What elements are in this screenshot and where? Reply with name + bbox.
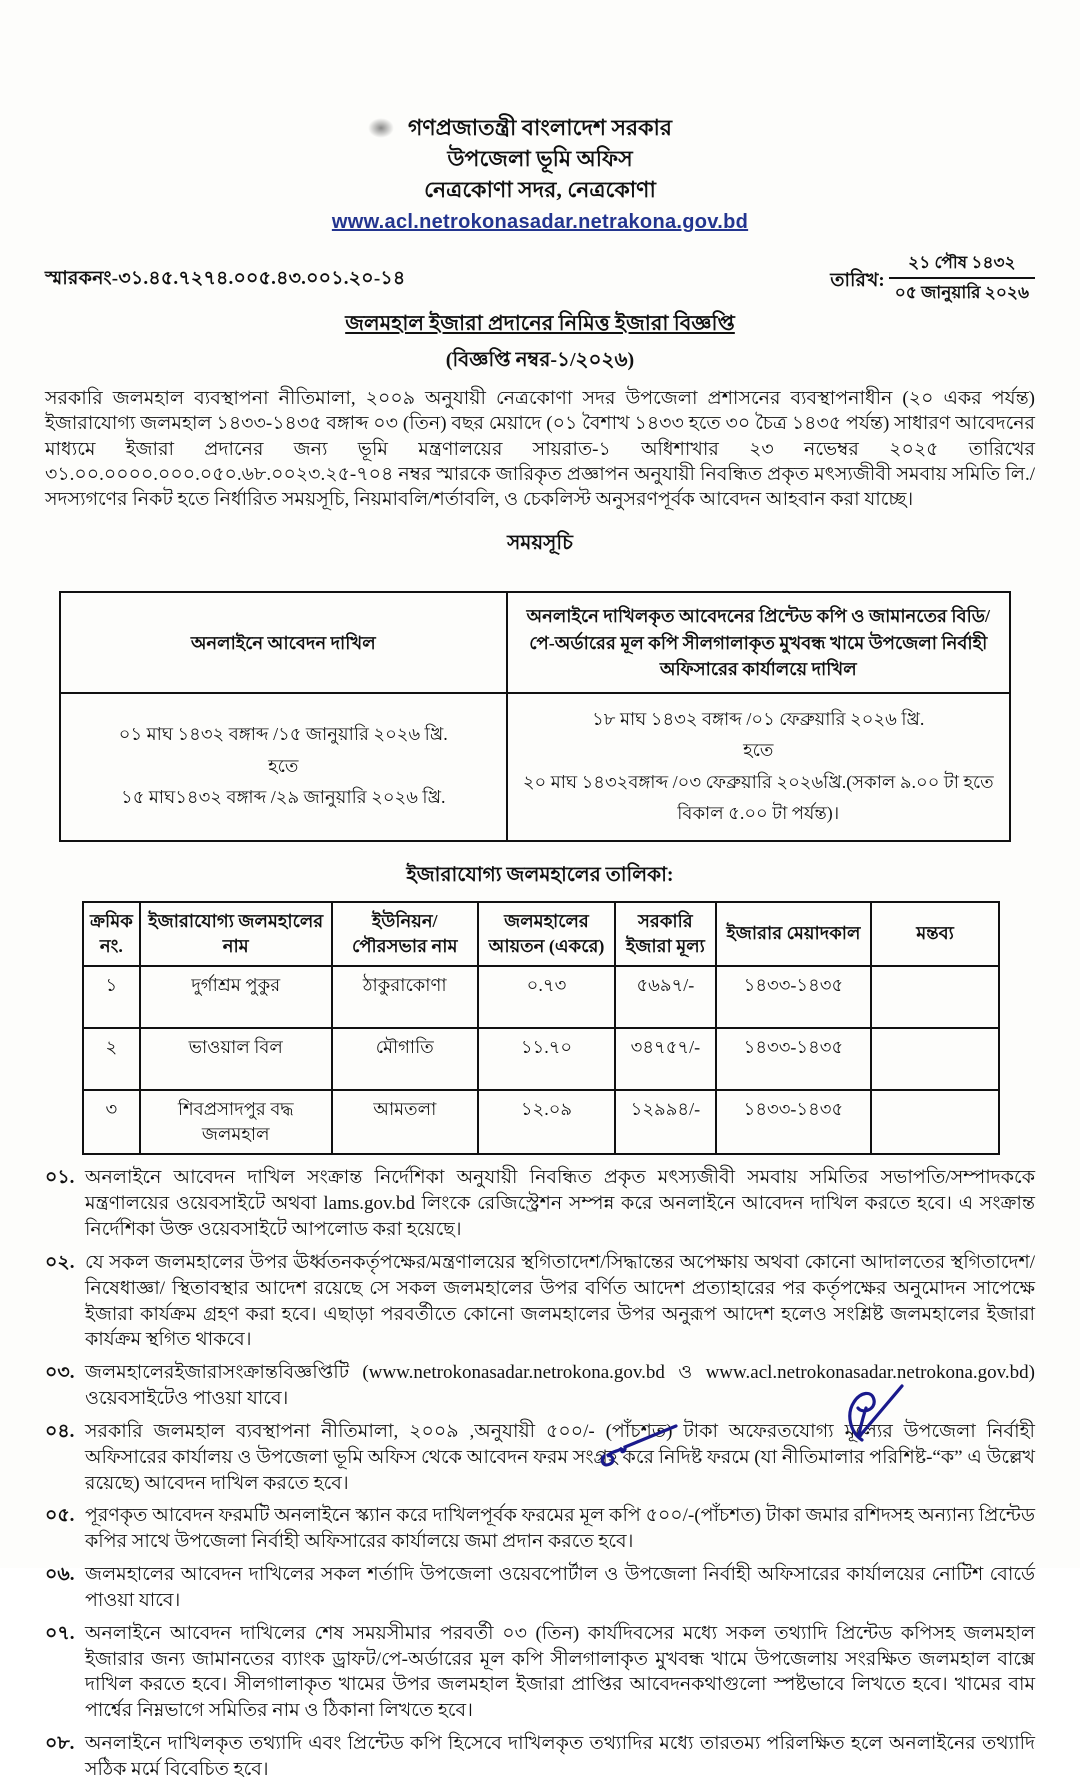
office-website-link[interactable]: www.acl.netrokonasadar.netrakona.gov.bd (331, 210, 749, 233)
online-date-end: ১৫ মাঘ১৪৩২ বঙ্গাব্দ /২৯ জানুয়ারি ২০২৬ খ্রি. (121, 787, 446, 808)
date-label: তারিখ: (830, 269, 885, 291)
date-fraction (889, 250, 1035, 305)
table-row (83, 1090, 999, 1154)
office-name: উপজেলা ভূমি অফিস (447, 146, 633, 172)
list-item (45, 1250, 1035, 1353)
jalmahal-list-heading: ইজারাযোগ্য জলমহালের তালিকা: (406, 863, 674, 886)
cell-serial: ১ (83, 966, 140, 1028)
cell-remarks (871, 966, 999, 1028)
cell-name: দুর্গাশ্রম পুকুর (140, 966, 332, 1028)
cell-name: ভাওয়াল বিল (140, 1028, 332, 1090)
office-location: নেত্রকোণা সদর, নেত্রকোণা (424, 177, 656, 203)
notice-title: জলমহাল ইজারা প্রদানের নিমিত্ত ইজারা বিজ্ঞপ্তি (345, 311, 735, 336)
date-bangla: ২১ পৌষ ১৪৩২ (889, 250, 1035, 279)
item-number: ০৭. (45, 1622, 75, 1644)
item-text: পূরণকৃত আবেদন ফরমটি অনলাইনে স্ক্যান করে দাখিলপূর্বক ফরমের মূল কপি ৫০০/-(পাঁচশত) টাকা জমার রশিদসহ অন্যান্য প্রিন্টেড কপির সাথে উপজেলা নির্বাহী অফিসারের কার্যালয়ে জমা প্রদান করতে হবে। (85, 1505, 1035, 1553)
memo-date-row (45, 250, 1035, 305)
cell-area: ১১.৭০ (478, 1028, 615, 1090)
government-name: গণপ্রজাতন্ত্রী বাংলাদেশ সরকার (407, 115, 673, 140)
ink-signature-left (598, 1412, 688, 1472)
schedule-col2-header: অনলাইনে দাখিলকৃত আবেদনের প্রিন্টেড কপি ও জামানতের বিডি/পে-অর্ডারের মূল কপি সীলগালাকৃত মুখবন্ধ খামে উপজেলা নির্বাহী অফিসারের কার্যালয়ে দাখিল (507, 592, 1011, 692)
col-remarks: মন্তব্য (871, 902, 999, 966)
document-header (45, 112, 1035, 236)
online-date-start: ০১ মাঘ ১৪৩২ বঙ্গাব্দ /১৫ জানুয়ারি ২০২৬ খ্রি. (118, 724, 448, 745)
conditions-list (45, 1165, 1035, 1782)
table-row (83, 1028, 999, 1090)
item-text: অনলাইনে দাখিলকৃত তথ্যাদি এবং প্রিন্টেড কপি হিসেবে দাখিলকৃত তথ্যাদির মধ্যে তারতম্য পরিলক্ষিত হলে অনলাইনের তথ্যাদি সঠিক মর্মে বিবেচিত হবে। (85, 1733, 1035, 1780)
notice-number: (বিজ্ঞপ্তি নম্বর-১/২০২৬) (445, 349, 635, 372)
schedule-heading: সময়সূচি (507, 532, 573, 555)
submission-date-start: ১৮ মাঘ ১৪৩২ বঙ্গাব্দ /০১ ফেব্রুয়ারি ২০২৬ খ্রি. (592, 708, 925, 729)
item-text: জলমহালেরইজারাসংক্রান্তবিজ্ঞপ্তিটি (www.netrokonasadar.netrokona.gov.bd ও www.acl.netrokonasadar.netrokona.gov.bd) ওয়েবসাইটেও পাওয়া যাবে। (85, 1362, 1035, 1410)
cell-union: আমতলা (332, 1090, 478, 1154)
cell-value: ৫৬৯৭/- (615, 966, 716, 1028)
col-area: জলমহালের আয়তন (একরে) (478, 902, 615, 966)
schedule-col1-header: অনলাইনে আবেদন দাখিল (60, 592, 507, 692)
cell-union: ঠাকুরাকোণা (332, 966, 478, 1028)
list-item (45, 1731, 1035, 1783)
submission-date-end: ২০ মাঘ ১৪৩২বঙ্গাব্দ /০৩ ফেব্রুয়ারি ২০২৬খ্রি.(সকাল ৯.০০ টা হতে বিকাল ৫.০০ টা পর্যন্ত)। (522, 771, 994, 824)
item-number: ০৫. (45, 1505, 75, 1527)
col-lease-period: ইজারার মেয়াদকাল (716, 902, 871, 966)
item-number: ০৪. (45, 1420, 75, 1442)
submission-date-separator: হতে (743, 740, 774, 761)
notice-title-block (45, 307, 1035, 378)
intro-paragraph: সরকারি জলমহাল ব্যবস্থাপনা নীতিমালা, ২০০৯ অনুযায়ী নেত্রকোণা সদর উপজেলা প্রশাসনের ব্যবস্থাপনাধীন (২০ একর পর্যন্ত) ইজারাযোগ্য জলমহাল ১৪৩৩-১৪৩৫ বঙ্গাব্দ ০৩ (তিন) বছর মেয়াদে (০১ বৈশাখ ১৪৩৩ হতে ৩০ চৈত্র ১৪৩৫ পর্যন্ত) সাধারণ আবেদনের মাধ্যমে ইজারা প্রদানের জন্য ভূমি মন্ত্রণালয়ের সায়রাত-১ অধিশাখার ২৩ নভেম্বর ২০২৫ তারিখের ৩১.০০.০০০০.০০০.০৫০.৬৮.০০২৩.২৫-৭০৪ নম্বর স্মারকে জারিকৃত প্রজ্ঞাপন অনুযায়ী নিবন্ধিত প্রকৃত মৎস্যজীবী সমবায় সমিতি লি./সদস্যগণের নিকট হতে নির্ধারিত সময়সূচি, নিয়মাবলি/শর্তাবলি, ও চেকলিস্ট অনুসরণপূর্বক আবেদন আহবান করা যাচ্ছে। (45, 388, 1035, 511)
col-lease-value: সরকারি ইজারা মূল্য (615, 902, 716, 966)
online-date-separator: হতে (268, 755, 299, 776)
list-item (45, 1621, 1035, 1724)
cell-union: মৌগাতি (332, 1028, 478, 1090)
date-gregorian: ০৫ জানুয়ারি ২০২৬ (894, 282, 1029, 302)
schedule-header-row (60, 592, 1010, 692)
cell-value: ১২৯৯৪/- (615, 1090, 716, 1154)
item-text: অনলাইনে আবেদন দাখিলের শেষ সময়সীমার পরবর্তী ০৩ (তিন) কার্যদিবসের মধ্যে সকল তথ্যাদি প্রিন্টেড কপিসহ জলমহাল ইজারার জন্য জামানতের ব্যাংক ড্রাফট/পে-অর্ডারের মূল কপি সীলগালাকৃত মুখবন্ধ খামে উপজেলায় সংরক্ষিত জলমহাল বাক্সে দাখিল করতে হবে। সীলগালাকৃত খামের উপর জলমহাল ইজারা প্রাপ্তির আবেদনকথাগুলো স্পষ্টভাবে লিখতে হবে। খামের বাম পার্শ্বের নিম্নভাগে সমিতির নাম ও ঠিকানা লিখতে হবে। (85, 1622, 1035, 1722)
list-item (45, 1165, 1035, 1242)
memo-number: স্মারকনং-৩১.৪৫.৭২৭৪.০০৫.৪৩.০০১.২০-১৪ (45, 268, 406, 290)
cell-area: ০.৭৩ (478, 966, 615, 1028)
schedule-online-dates (60, 693, 507, 841)
item-number: ০৩. (45, 1362, 75, 1384)
cell-value: ৩৪৭৫৭/- (615, 1028, 716, 1090)
cell-remarks (871, 1090, 999, 1154)
schedule-table (59, 591, 1011, 841)
schedule-submission-dates (507, 693, 1011, 841)
item-text: সরকারি জলমহাল ব্যবস্থাপনা নীতিমালা, ২০০৯ ,অনুযায়ী ৫০০/- (পাঁচশত) টাকা অফেরতযোগ্য মূল্যের উপজেলা নির্বাহী অফিসারের কার্যালয় ও উপজেলা ভূমি অফিস থেকে আবেদন ফরম সংগ্রহ করে নিদিষ্ট ফরমে (যা নীতিমালার পরিশিষ্ট-“ক” এ উল্লেখ রয়েছে) আবেদন দাখিল করতে হবে। (85, 1420, 1035, 1494)
col-union-name: ইউনিয়ন/পৌরসভার নাম (332, 902, 478, 966)
item-number: ০২. (45, 1251, 75, 1273)
cell-name: শিবপ্রসাদপুর বদ্ধ জলমহাল (140, 1090, 332, 1154)
item-text: অনলাইনে আবেদন দাখিল সংক্রান্ত নির্দেশিকা অনুযায়ী নিবন্ধিত প্রকৃত মৎস্যজীবী সমবায় সমিতির সভাপতি/সম্পাদককে মন্ত্রণালয়ের ওয়েবসাইটে অথবা lams.gov.bd লিংকে রেজিস্ট্রেশন সম্পন্ন করে অনলাইনে আবেদন দাখিল করতে হবে। এ সংক্রান্ত নির্দেশিকা উক্ত ওয়েবসাইটে আপলোড করা হয়েছে। (85, 1167, 1035, 1241)
scan-smudge-mark (368, 118, 394, 138)
date-block (830, 250, 1035, 305)
cell-remarks (871, 1028, 999, 1090)
cell-serial: ৩ (83, 1090, 140, 1154)
table-row (83, 966, 999, 1028)
cell-serial: ২ (83, 1028, 140, 1090)
list-item (45, 1503, 1035, 1555)
schedule-body-row (60, 693, 1010, 841)
jalmahal-header-row (83, 902, 999, 966)
ink-signature-right (832, 1378, 912, 1448)
item-number: ০৮. (45, 1733, 75, 1755)
cell-period: ১৪৩৩-১৪৩৫ (716, 966, 871, 1028)
cell-period: ১৪৩৩-১৪৩৫ (716, 1028, 871, 1090)
item-text: জলমহালের আবেদন দাখিলের সকল শর্তাদি উপজেলা ওয়েবপোর্টাল ও উপজেলা নির্বাহী অফিসারের কার্যালয়ের নোটিশ বোর্ডে পাওয়া যাবে। (85, 1564, 1035, 1611)
col-serial: ক্রমিক নং. (83, 902, 140, 966)
item-number: ০৬. (45, 1564, 75, 1586)
list-item (45, 1562, 1035, 1614)
item-number: ০১. (45, 1167, 75, 1189)
cell-period: ১৪৩৩-১৪৩৫ (716, 1090, 871, 1154)
col-jalmahal-name: ইজারাযোগ্য জলমহালের নাম (140, 902, 332, 966)
cell-area: ১২.০৯ (478, 1090, 615, 1154)
item-text: যে সকল জলমহালের উপর ঊর্ধ্বতনকর্তৃপক্ষের/মন্ত্রণালয়ের স্থগিতাদেশ/সিদ্ধান্তের অপেক্ষায় অথবা কোনো আদালতের স্থগিতাদেশ/নিষেধাজ্ঞা/ স্থিতাবস্থার আদেশ রয়েছে সে সকল জলমহালের উপর বর্ণিত আদেশ প্রত্যাহারের পর কর্তৃপক্ষের অনুমোদন সাপেক্ষে ইজারা কার্যক্রম গ্রহণ করা হবে। এছাড়া পরবর্তীতে কোনো জলমহালের উপর অনুরূপ আদেশ হলেও সংশ্লিষ্ট জলমহালের ইজারা কার্যক্রম স্থগিত থাকবে। (85, 1251, 1035, 1351)
jalmahal-table (82, 901, 1000, 1156)
